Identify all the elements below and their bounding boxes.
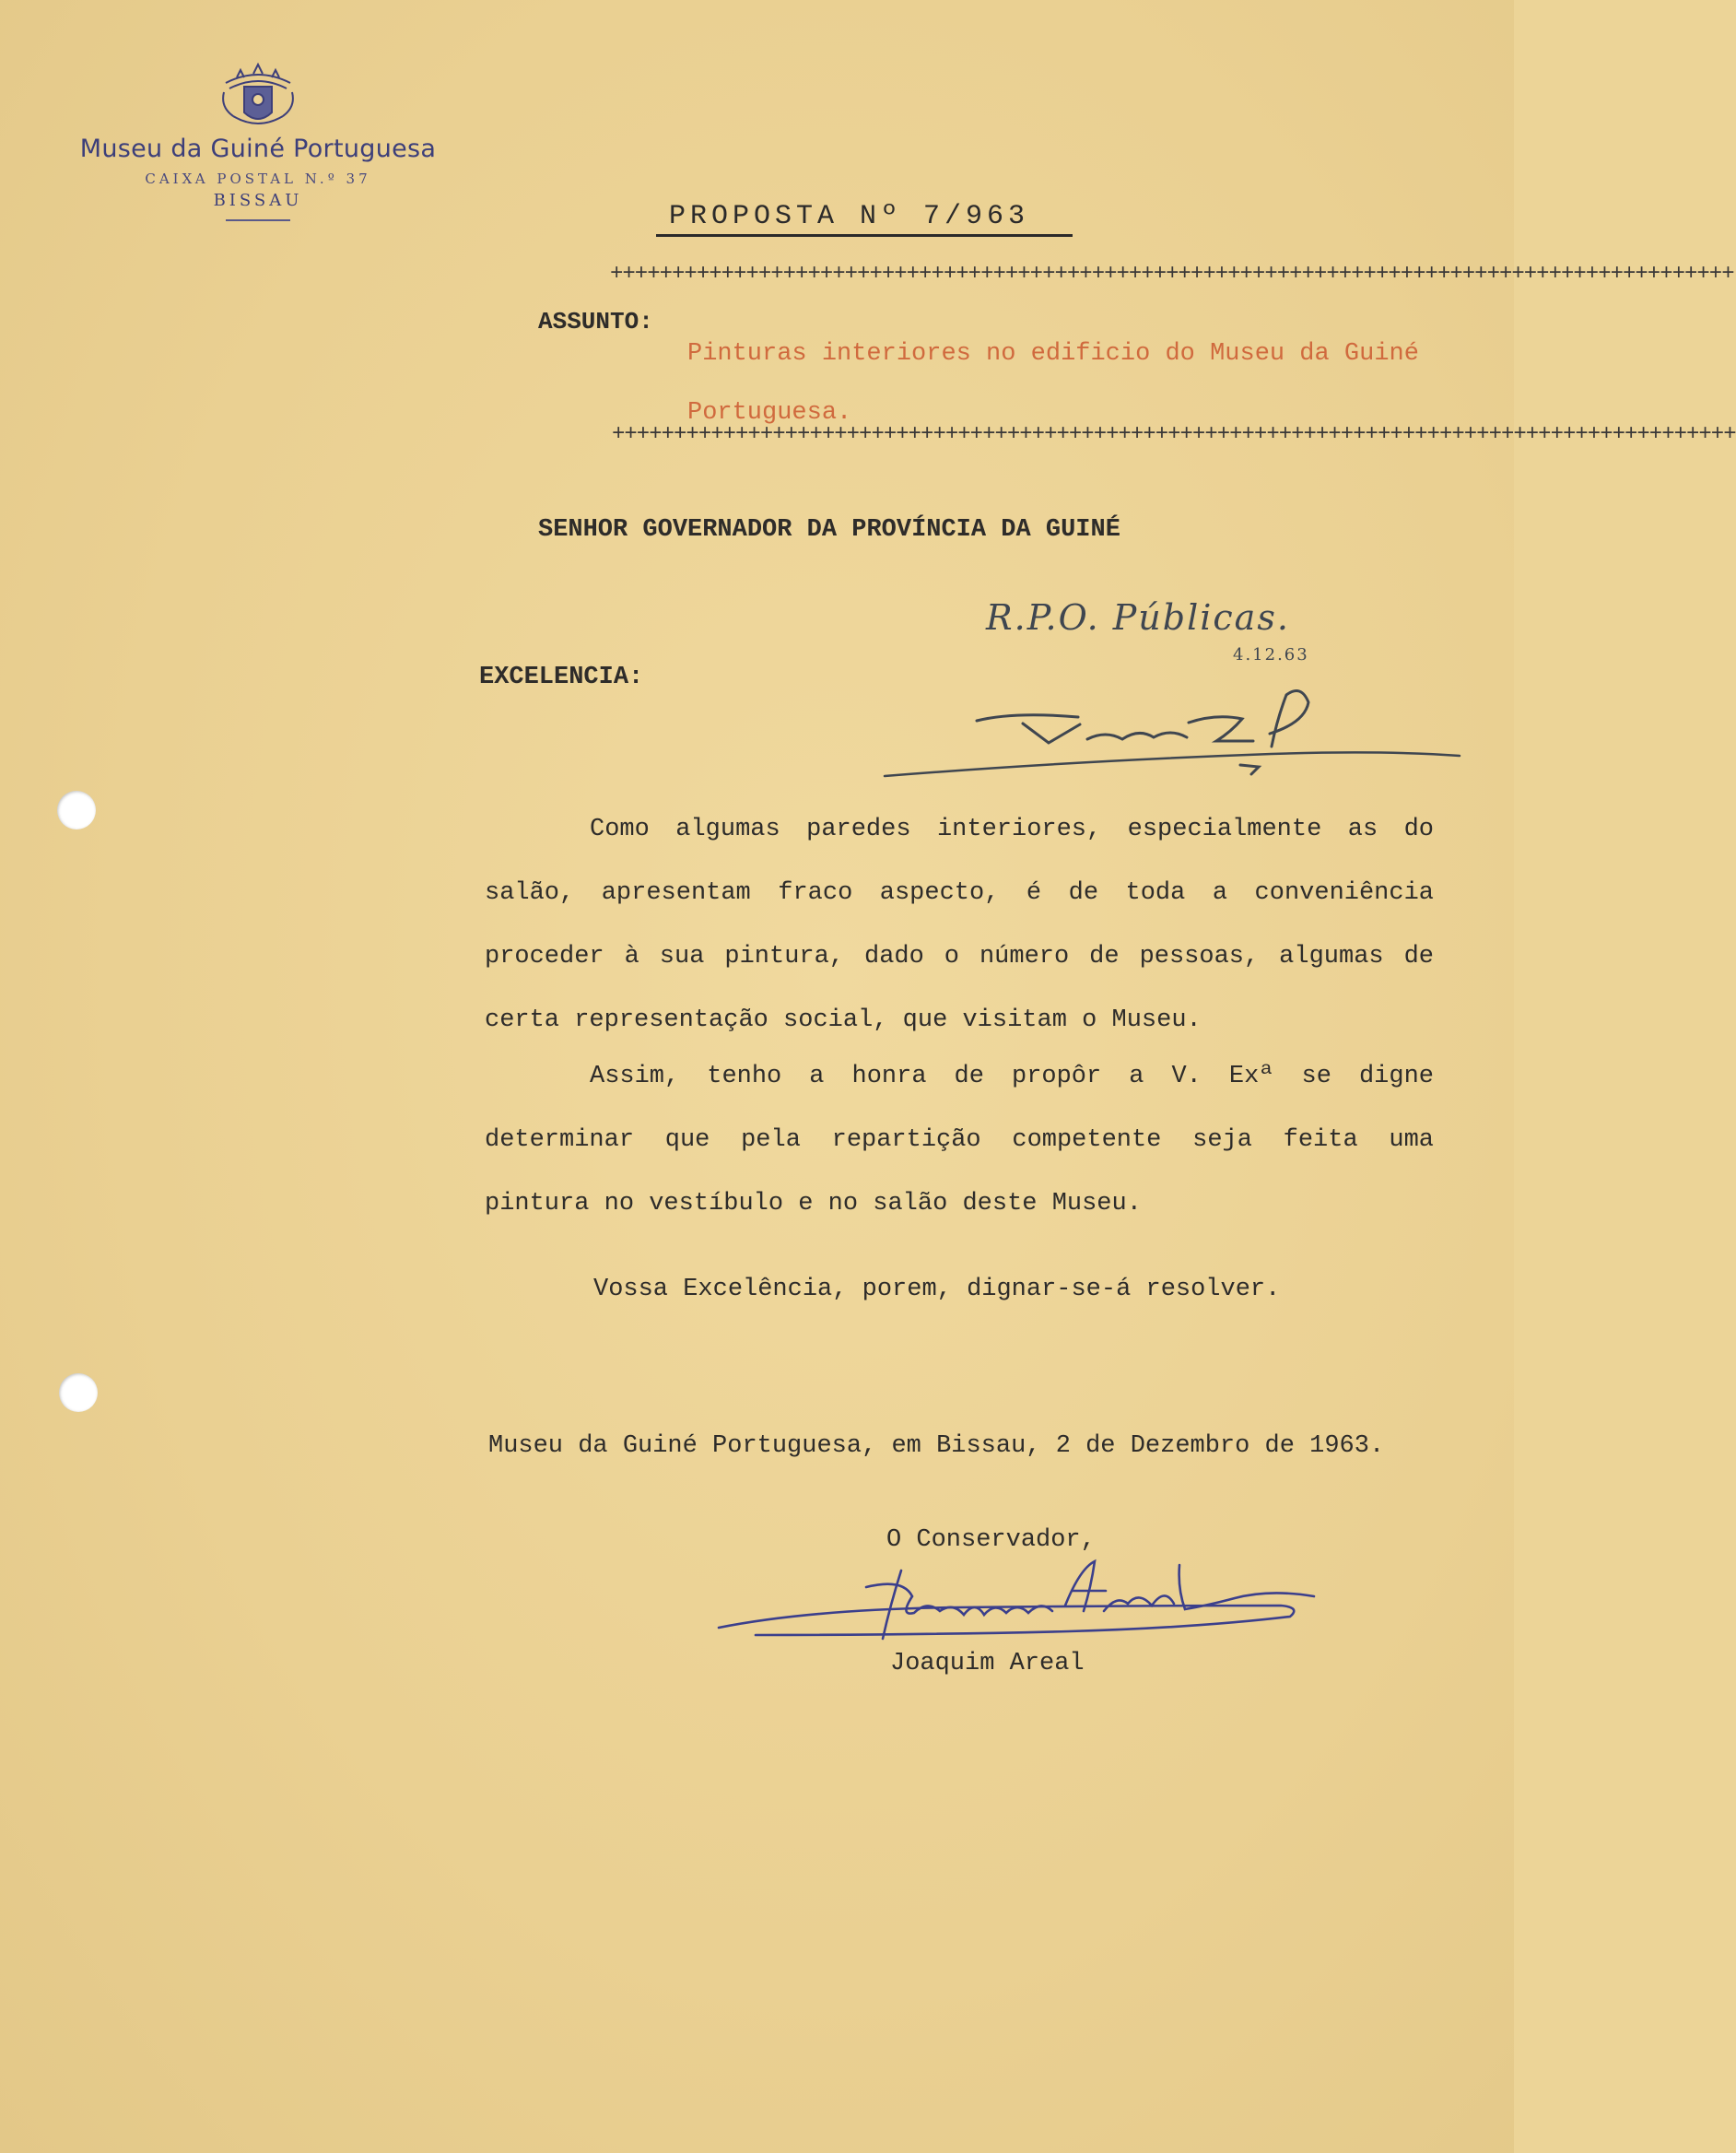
coat-of-arms-icon — [217, 65, 299, 131]
subject-label: ASSUNTO: — [538, 308, 653, 335]
paragraph-text: Assim, tenho a honra de propôr a V. Exª se digne determinar que pela repartição competente seja feita uma pintura no vestíbulo e no salão deste Museu. — [485, 1063, 1434, 1218]
cross-line-bottom: +++++++++++++++++++++++++++++++++++++++++++++++++++++++++++++++++++++++++++++++++++++++++++ — [612, 422, 1736, 447]
body-paragraph-2 — [485, 1045, 1434, 1236]
closing-title: O Conservador, — [886, 1526, 1096, 1554]
letterhead-divider — [226, 219, 290, 221]
paragraph-text: Como algumas paredes interiores, especialmente as do salão, apresentam fraco aspecto, é de toda a conveniência proceder à sua pintura, dado o número de pessoas, algumas de certa representação social, que visitam o Museu. — [485, 816, 1434, 1034]
body-paragraph-1 — [485, 798, 1434, 1053]
conservator-signature — [719, 1550, 1318, 1652]
place-and-date: Museu da Guiné Portuguesa, em Bissau, 2 de Dezembro de 1963. — [488, 1432, 1385, 1460]
city: BISSAU — [213, 191, 303, 210]
document-title: PROPOSTA Nº 7/963 — [669, 201, 1030, 232]
letterhead — [55, 65, 461, 221]
handwritten-annotation: R.P.O. Públicas. — [986, 597, 1290, 638]
subject-text: Pinturas interiores no edificio do Museu da Guiné Portuguesa. — [687, 340, 1419, 427]
title-underline — [656, 234, 1073, 237]
punch-hole — [57, 791, 96, 829]
signer-name: Joaquim Areal — [890, 1650, 1085, 1677]
salutation: EXCELENCIA: — [479, 664, 644, 691]
postal-box: CAIXA POSTAL N.º 37 — [145, 171, 371, 187]
institution-name: Museu da Guiné Portuguesa — [79, 135, 437, 163]
governor-initials-signature — [885, 682, 1474, 783]
punch-hole — [59, 1373, 98, 1412]
annotation-date: 4.12.63 — [1233, 645, 1309, 665]
body-paragraph-3: Vossa Excelência, porem, dignar-se-á resolver. — [593, 1276, 1281, 1303]
addressee: SENHOR GOVERNADOR DA PROVÍNCIA DA GUINÉ — [538, 516, 1120, 544]
cross-line-top: +++++++++++++++++++++++++++++++++++++++++++++++++++++++++++++++++++++++++++++++++++++++++++ — [610, 262, 1734, 287]
